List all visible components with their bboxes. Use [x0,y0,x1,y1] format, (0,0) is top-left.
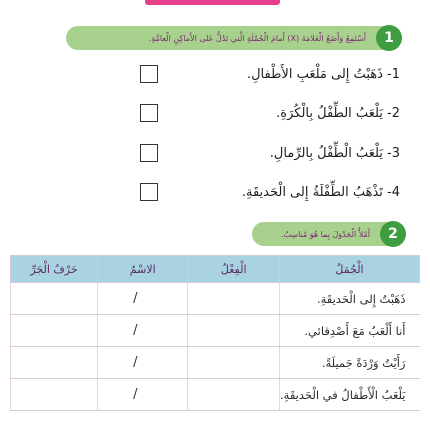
instruction-banner-1 [66,26,398,50]
header-noun: الاسْمُ [98,256,188,283]
question-text-3: 3- يَلْعَبُ الْطِّفْلُ بِالرِّمالِ. [269,145,400,161]
instruction-text-1: أَسْتَمِعُ وَأَضَعُ الْعَلامَةَ (X) أَمامَ الْجُمْلَةِ الَّتي تَدُلُّ عَلى الأَماكِنِ الْعامَّةِ. [148,33,366,43]
answer-checkbox-3[interactable] [140,144,158,162]
question-row-2 [140,102,400,124]
header-verb: الْفِعْلُ [188,256,280,283]
section-number-1: 1 [376,25,402,51]
question-row-1 [140,63,400,85]
table-row [11,379,420,411]
instruction-banner-2 [252,222,402,246]
verb-cell[interactable] [188,283,280,315]
answer-checkbox-4[interactable] [140,183,158,201]
verb-cell[interactable] [188,347,280,379]
answer-checkbox-2[interactable] [140,104,158,122]
sentence-cell: ذَهَبْتُ إِلى الْحَديقَةِ. [280,283,420,315]
table-row [11,347,420,379]
table-row [11,315,420,347]
preposition-cell[interactable] [11,283,98,315]
noun-cell[interactable]: / [98,347,188,379]
question-row-4 [140,181,400,203]
preposition-cell[interactable] [11,379,98,411]
instruction-text-2: أَمْلأُ الْجَدْوَلَ بِما هُوَ مُناسِبٌ. [280,229,370,239]
noun-cell[interactable]: / [98,283,188,315]
verb-cell[interactable] [188,379,280,411]
preposition-cell[interactable] [11,347,98,379]
noun-cell[interactable]: / [98,379,188,411]
section-number-2: 2 [380,221,406,247]
preposition-cell[interactable] [11,315,98,347]
header-preposition: حَرْفُ الْجَرِّ [11,256,98,283]
verb-cell[interactable] [188,315,280,347]
table-header-row [11,256,420,283]
question-row-3 [140,142,400,164]
question-text-4: 4- تَذْهَبُ الطِّفْلَةُ إِلى الْحَديقَةِ. [241,184,400,200]
noun-cell[interactable]: / [98,315,188,347]
grammar-table [10,255,420,411]
question-text-1: 1- ذَهَبْتُ إِلى مَلْعَبِ الأَطْفالِ. [246,66,400,82]
sentence-cell: أَنا أَلْعَبُ مَعَ أَصْدِقائي. [280,315,420,347]
sentence-cell: رَأَيْتُ وَرْدَةً جَميلَةً. [280,347,420,379]
answer-checkbox-1[interactable] [140,65,158,83]
top-accent-strip [145,0,280,5]
header-sentences: الْجُمَلُ [280,256,420,283]
table-row [11,283,420,315]
sentence-cell: يَلْعَبُ الْأَطْفالُ في الْحَديقَةِ. [280,379,420,411]
question-text-2: 2- يَلْعَبُ الطِّفْلُ بِالْكُرَةِ. [276,105,400,121]
